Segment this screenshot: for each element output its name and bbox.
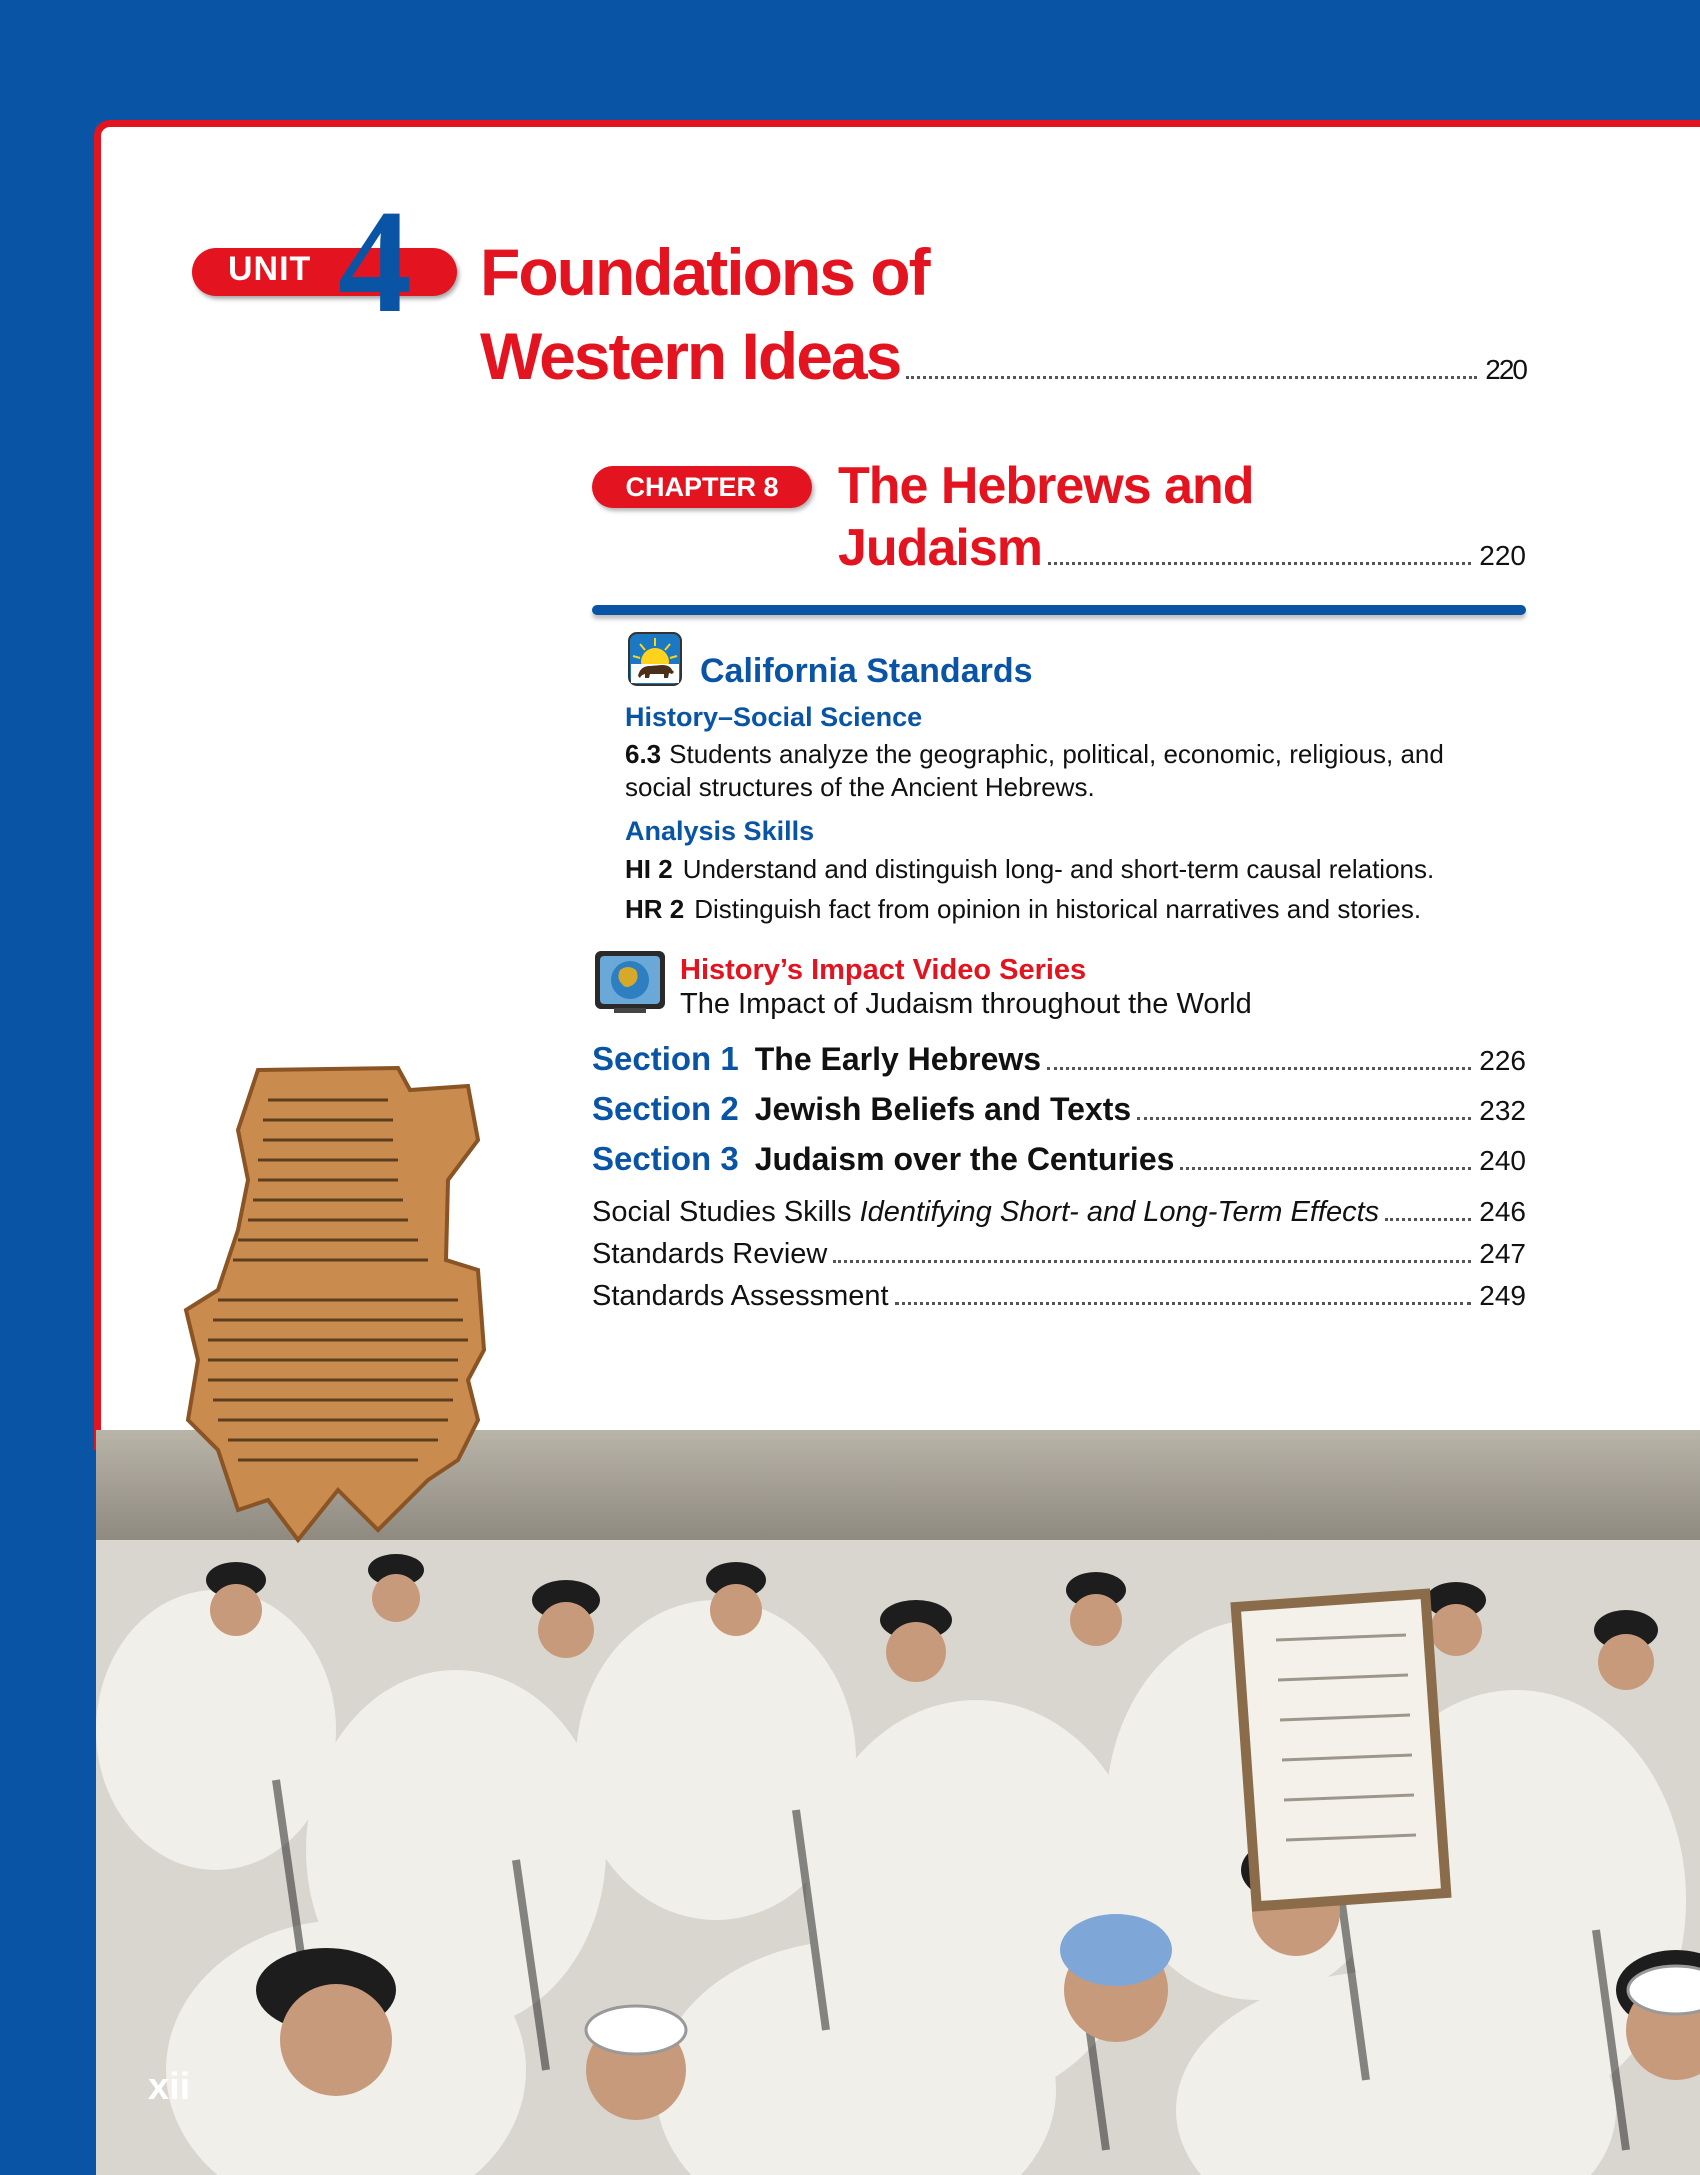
section-title: Judaism over the Centuries — [754, 1141, 1175, 1177]
hss-heading: History–Social Science — [625, 702, 923, 732]
video-tv-icon — [594, 950, 666, 1014]
chapter-badge: CHAPTER 8 — [592, 466, 812, 508]
section-page: 226 — [1479, 1045, 1526, 1076]
leader-dots — [833, 1260, 1471, 1263]
chapter-title-row[interactable] — [838, 518, 1526, 578]
toc-section-1[interactable] — [592, 1040, 1526, 1078]
feature-title: Social Studies Skills Identifying Short- and Long-Term Effects — [592, 1196, 1380, 1228]
leader-dots — [1137, 1117, 1471, 1120]
section-label: Section 2 — [592, 1090, 739, 1127]
leader-dots — [1180, 1167, 1471, 1170]
section-label: Section 1 — [592, 1040, 739, 1077]
section-title: Jewish Beliefs and Texts — [754, 1091, 1132, 1127]
toc-feature-review[interactable] — [592, 1238, 1526, 1271]
section-page: 240 — [1479, 1145, 1526, 1176]
leader-dots — [895, 1302, 1472, 1305]
analysis-skills-heading: Analysis Skills — [625, 816, 815, 846]
feature-page: 249 — [1479, 1280, 1526, 1311]
leader-dots — [1048, 562, 1471, 565]
chapter-title-line1: The Hebrews and — [838, 457, 1254, 515]
feature-page: 247 — [1479, 1238, 1526, 1269]
feature-title: Standards Assessment — [592, 1280, 889, 1312]
divider-rule — [592, 605, 1526, 615]
toc-section-3[interactable] — [592, 1140, 1526, 1178]
unit-label: UNIT — [228, 250, 312, 288]
skill-item: HI 2 Understand and distinguish long- and short-term causal relations. — [625, 854, 1435, 884]
unit-title-line2: Western Ideas — [480, 319, 901, 393]
hss-standard: 6.3 Students analyze the geographic, political, economic, religious, and social structures of the Ancient Hebrews. — [625, 739, 1444, 802]
chapter-page: 220 — [1479, 540, 1526, 571]
standards-heading: California Standards — [700, 652, 1033, 690]
unit-title-line1: Foundations of — [480, 235, 929, 309]
video-title: The Impact of Judaism throughout the World — [680, 988, 1252, 1020]
skill-item: HR 2 Distinguish fact from opinion in historical narratives and stories. — [625, 894, 1422, 924]
unit-title-row[interactable] — [480, 320, 1526, 392]
dead-sea-scroll-image — [178, 1060, 548, 1560]
leader-dots — [906, 376, 1477, 379]
section-label: Section 3 — [592, 1140, 739, 1177]
leader-dots — [1385, 1218, 1471, 1221]
toc-feature-skills[interactable] — [592, 1196, 1526, 1229]
section-title: The Early Hebrews — [754, 1041, 1042, 1077]
leader-dots — [1047, 1067, 1471, 1070]
page-number: xii — [148, 2066, 191, 2108]
chapter-title-line2: Judaism — [838, 519, 1042, 577]
unit-number: 4 — [338, 180, 412, 344]
top-blue-band — [0, 0, 1700, 122]
toc-feature-assessment[interactable] — [592, 1280, 1526, 1313]
feature-title: Standards Review — [592, 1238, 828, 1270]
section-page: 232 — [1479, 1095, 1526, 1126]
video-series-heading: History’s Impact Video Series — [680, 954, 1087, 986]
unit-page: 220 — [1485, 354, 1526, 385]
feature-page: 246 — [1479, 1196, 1526, 1227]
california-bear-icon — [628, 632, 682, 686]
left-blue-band — [0, 0, 96, 2175]
toc-section-2[interactable] — [592, 1090, 1526, 1128]
